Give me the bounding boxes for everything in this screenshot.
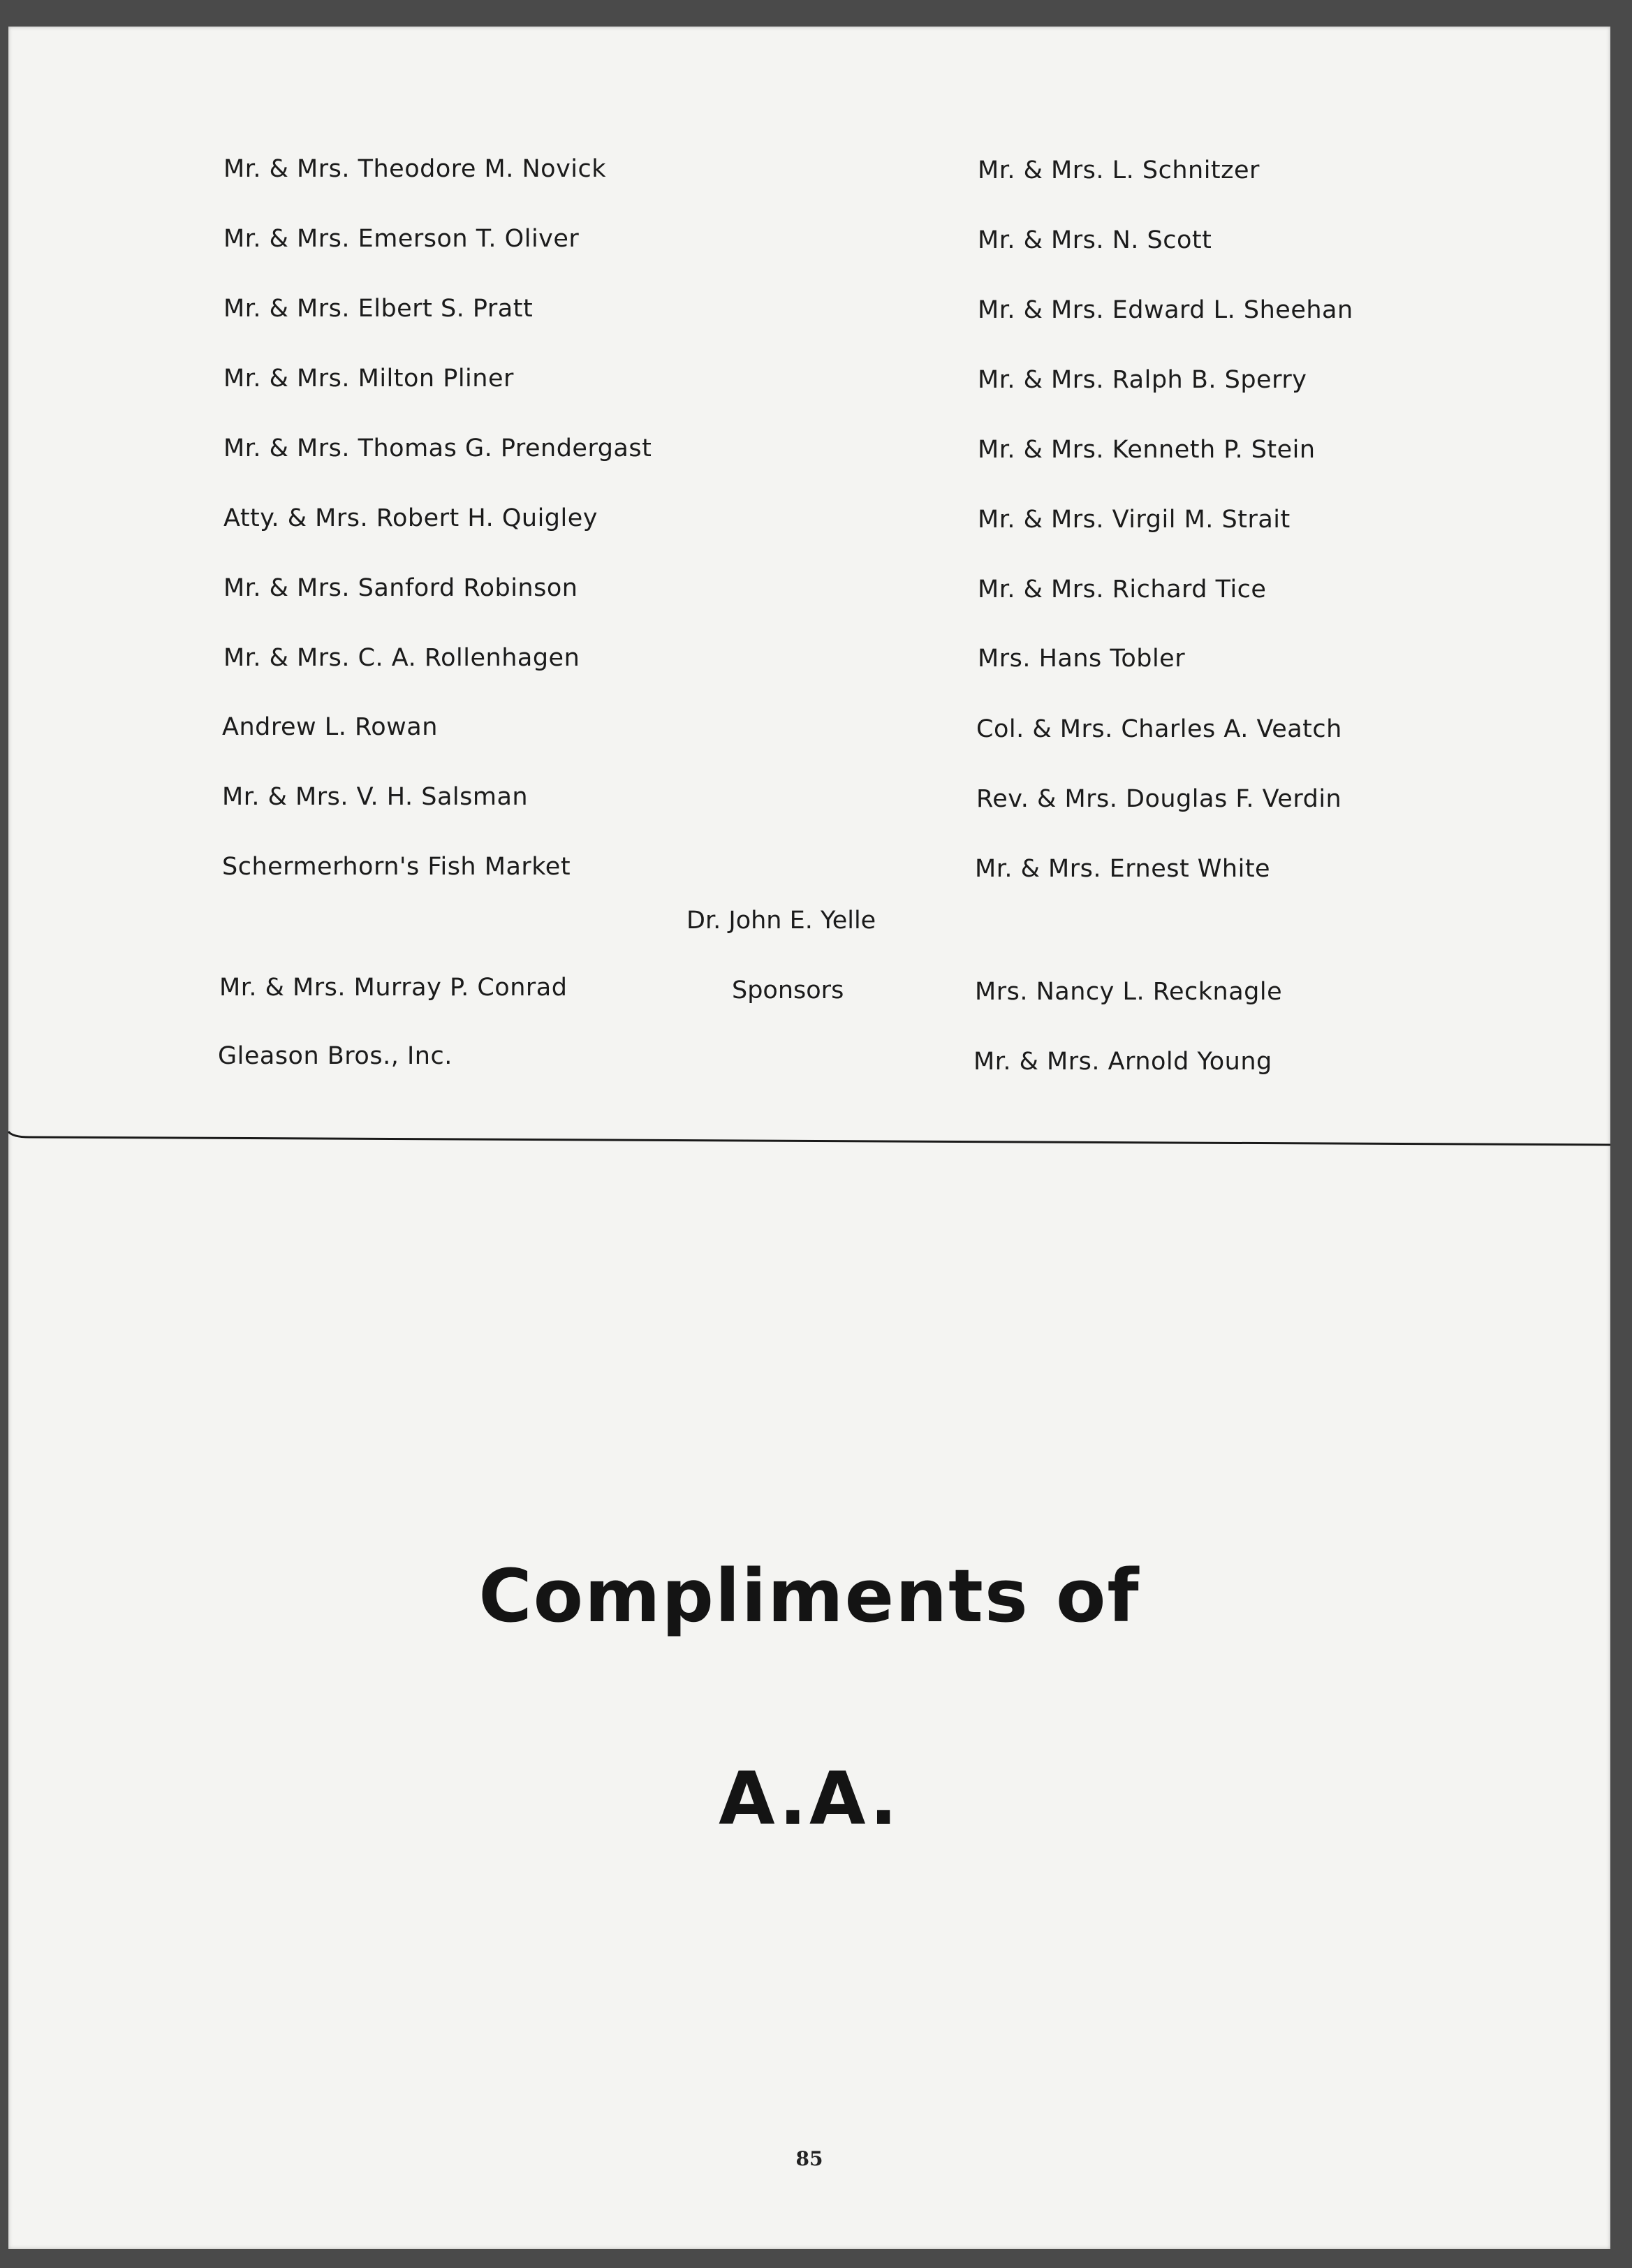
section-heading: Sponsors (732, 976, 844, 1004)
sponsor-name: Mrs. Hans Tobler (978, 645, 1186, 673)
sponsor-name: Mr. & Mrs. Richard Tice (978, 576, 1267, 603)
sponsor-name: Mr. & Mrs. Edward L. Sheehan (978, 296, 1353, 324)
sponsor-name: Atty. & Mrs. Robert H. Quigley (223, 504, 598, 532)
ad-name: A.A. (719, 1756, 900, 1841)
sponsor-name-center: Dr. John E. Yelle (686, 907, 876, 935)
sponsor-name: Mr. & Mrs. Emerson T. Oliver (223, 225, 580, 253)
sponsor-name: Mr. & Mrs. Thomas G. Prendergast (223, 434, 652, 462)
sponsor-name: Mr. & Mrs. Ernest White (975, 855, 1271, 883)
sponsor-name: Mr. & Mrs. Milton Pliner (223, 365, 514, 393)
sponsor-name: Mr. & Mrs. Kenneth P. Stein (978, 436, 1316, 464)
sponsor-name: Mr. & Mrs. V. H. Salsman (222, 783, 529, 811)
divider-line (8, 1132, 1610, 1159)
ad-heading: Compliments of (478, 1553, 1140, 1639)
sponsor-name: Mr. & Mrs. Theodore M. Novick (223, 155, 607, 183)
sponsor-name: Rev. & Mrs. Douglas F. Verdin (976, 785, 1342, 813)
sponsor-name: Mr. & Mrs. L. Schnitzer (978, 156, 1260, 184)
page-number: 85 (795, 2147, 823, 2170)
sponsor-name: Mr. & Mrs. Elbert S. Pratt (223, 295, 534, 323)
sponsor-name: Mr. & Mrs. Murray P. Conrad (219, 974, 568, 1002)
sponsor-name: Mr. & Mrs. Virgil M. Strait (978, 506, 1291, 534)
sponsor-name: Mr. & Mrs. Arnold Young (973, 1048, 1272, 1076)
sponsor-name: Mr. & Mrs. Ralph B. Sperry (978, 366, 1307, 394)
sponsor-name: Gleason Bros., Inc. (218, 1042, 453, 1070)
sponsor-name: Mrs. Nancy L. Recknagle (975, 978, 1283, 1006)
sponsor-name: Col. & Mrs. Charles A. Veatch (976, 715, 1342, 743)
yearbook-page (8, 27, 1610, 2249)
sponsor-name: Mr. & Mrs. Sanford Robinson (223, 574, 578, 602)
sponsor-name: Mr. & Mrs. N. Scott (978, 226, 1212, 254)
sponsor-name: Andrew L. Rowan (222, 713, 438, 741)
sponsor-name: Mr. & Mrs. C. A. Rollenhagen (223, 644, 580, 672)
sponsor-name: Schermerhorn's Fish Market (222, 853, 571, 881)
